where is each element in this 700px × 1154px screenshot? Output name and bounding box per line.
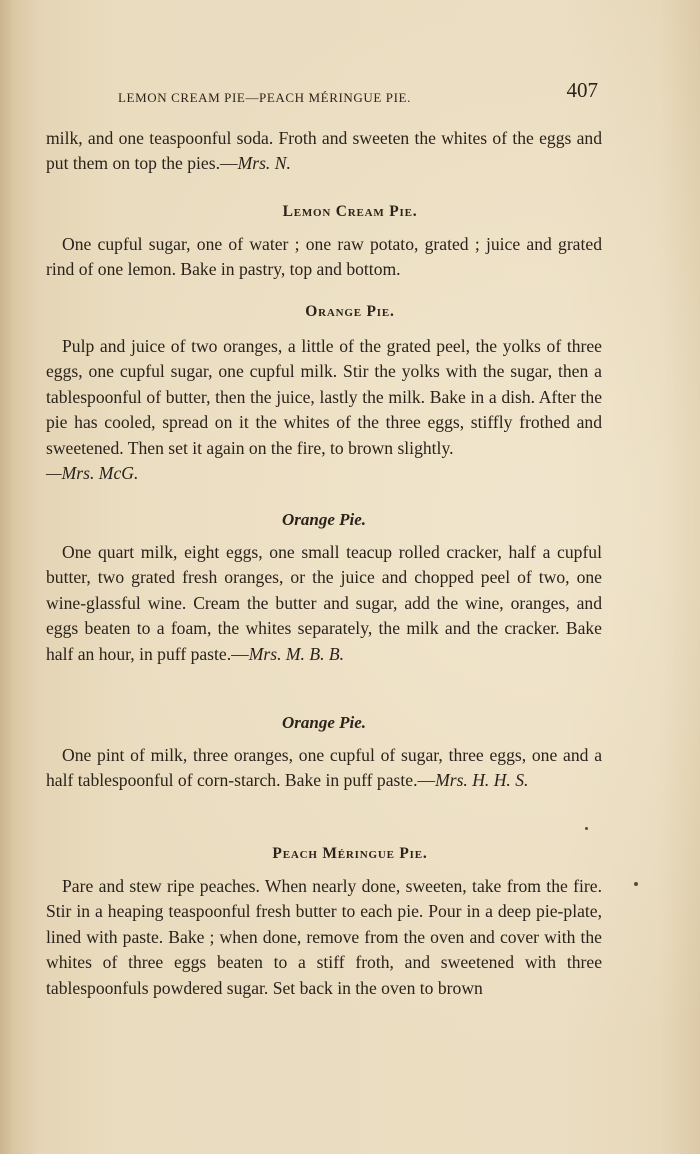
ink-speck <box>585 827 588 830</box>
recipe-title-peach-meringue-pie: Peach Méringue Pie. <box>272 845 428 862</box>
recipe-text-peach-meringue-pie <box>46 874 602 1001</box>
recipe-signature: —Mrs. McG. <box>46 463 139 484</box>
continuation-signature: Mrs. N. <box>237 153 291 174</box>
recipe-title-lemon-cream-pie: Lemon Cream Pie. <box>282 203 418 220</box>
recipe-title-orange-pie-1: Orange Pie. <box>305 303 395 320</box>
recipe-body: Pulp and juice of two oranges, a little of the grated peel, the yolks of three eggs, one cupful sugar, one cupful milk. Stir the yolks with the sugar, then a tablespoonful of butter, then the juice, lastly the milk. Bake in a dish. After the pie has cooled, spread on it the whites of the three eggs, stiffly frothed and sweetened. Then set it again on the fire, to brown slightly. <box>46 336 602 458</box>
recipe-signature: Mrs. M. B. B. <box>248 643 345 664</box>
running-title: LEMON CREAM PIE—PEACH MÉRINGUE PIE. <box>118 90 411 105</box>
recipe-body: One quart milk, eight eggs, one small teacup rolled cracker, half a cupful butter, two grated fresh oranges, or the juice and chopped peel of two, one wine-glassful wine. Cream the butter and sugar, add the wine, oranges, and eggs beaten to a foam, the whites separately, the milk and the cracker. Bake half an hour, in puff paste.— <box>46 542 602 664</box>
page-number: 407 <box>566 78 598 102</box>
continuation-paragraph <box>46 126 602 177</box>
recipe-title-orange-pie-3: Orange Pie. <box>281 713 367 732</box>
recipe-body: One pint of milk, three oranges, one cupful of sugar, three eggs, one and a half tablespoonful of corn-starch. Bake in puff paste.— <box>46 745 602 791</box>
page-header <box>118 78 598 108</box>
recipe-text-orange-pie-1 <box>46 334 602 486</box>
recipe-text-lemon-cream-pie <box>46 232 602 283</box>
recipe-signature: Mrs. H. H. S. <box>435 770 529 791</box>
ink-speck <box>634 882 638 886</box>
recipe-text-orange-pie-3 <box>46 743 602 794</box>
recipe-body: One cupful sugar, one of water ; one raw potato, grated ; juice and grated rind of one lemon. Bake in pastry, top and bottom. <box>46 234 602 280</box>
recipe-title-orange-pie-2: Orange Pie. <box>281 510 367 529</box>
continuation-text: milk, and one teaspoonful soda. Froth and sweeten the whites of the eggs and put them on top the pies.— <box>46 128 602 174</box>
recipe-text-orange-pie-2 <box>46 540 602 667</box>
recipe-body: Pare and stew ripe peaches. When nearly done, sweeten, take from the fire. Stir in a heaping teaspoonful fresh butter to each pie. Pour in a deep pie-plate, lined with paste. Bake ; when done, remove from the oven and cover with the whites of three eggs beaten to a stiff froth, and sweetened with three tablespoonfuls powdered sugar. Set back in the oven to brown <box>46 876 602 998</box>
